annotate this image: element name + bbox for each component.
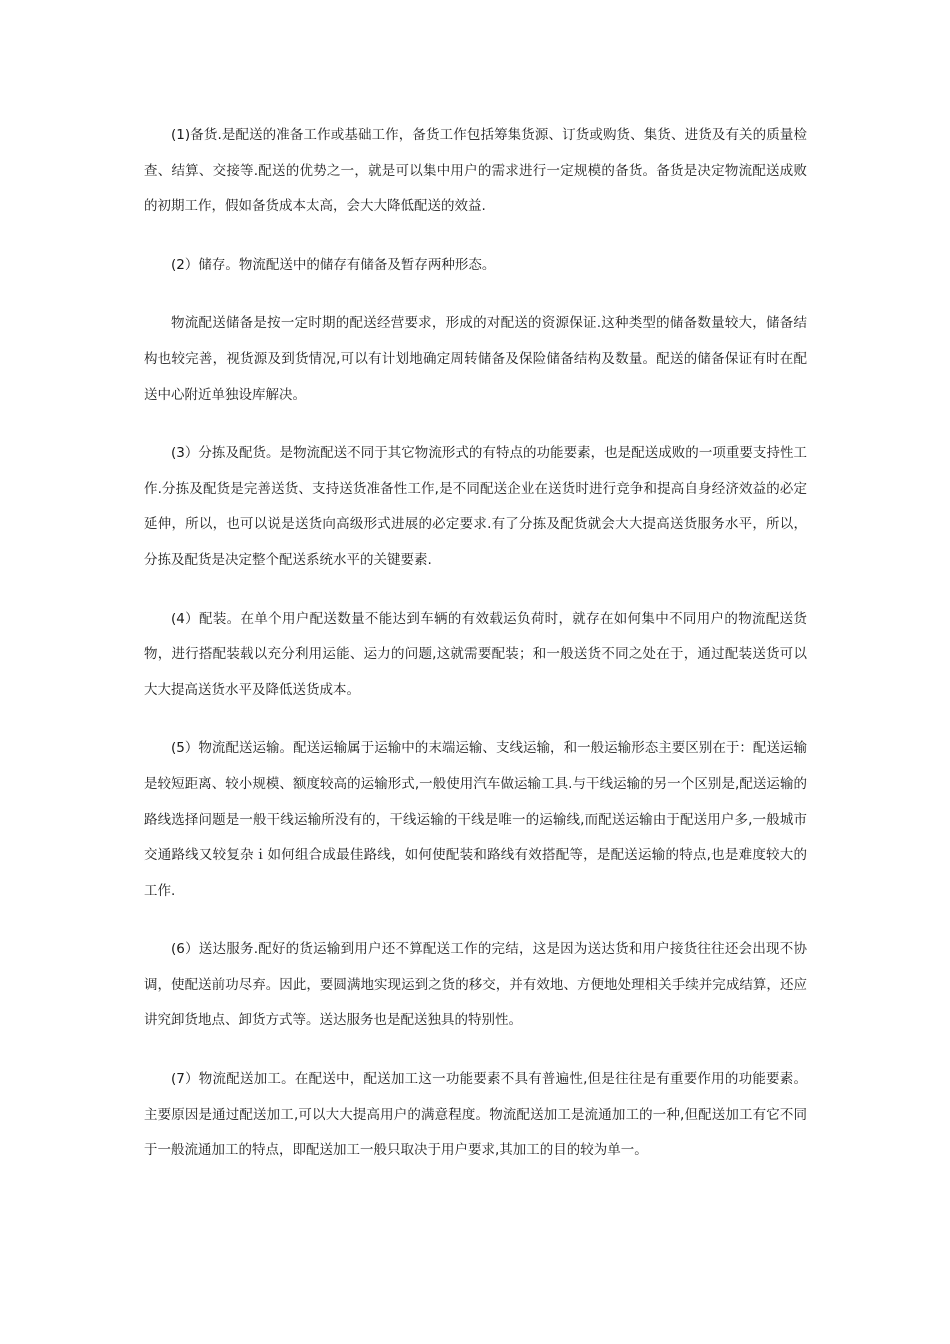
paragraph-6-transport: (5）物流配送运输。配送运输属于运输中的末端运输、支线运输，和一般运输形态主要区别在于：配送运输是较短距离、较小规模、额度较高的运输形式,一般使用汽车做运输工具.与干线运输的另一个区别是,配送运输的路线选择问题是一般干线运输所没有的，干线运输的干线是唯一的运输线,而配送运输由于配送用户多,一般城市交通路线又较复杂ｉ如何组合成最佳路线，如何使配装和路线有效搭配等，是配送运输的特点,也是难度较大的工作. — [144, 740, 807, 899]
paragraph-7-delivery-service: (6）送达服务.配好的货运输到用户还不算配送工作的完结，这是因为送达货和用户接货往往还会出现不协调，使配送前功尽弃。因此，要圆满地实现运到之货的移交，并有效地、方便地处理相关手续并完成结算，还应讲究卸货地点、卸货方式等。送达服务也是配送独具的特别性。 — [144, 941, 807, 1029]
paragraph-5-loading: (4）配装。在单个用户配送数量不能达到车辆的有效载运负荷时，就存在如何集中不同用户的物流配送货物，进行搭配装载以充分利用运能、运力的问题,这就需要配装；和一般送货不同之处在于，通过配装送货可以大大提高送货水平及降低送货成本。 — [144, 610, 807, 698]
document-body — [144, 118, 807, 1192]
paragraph-1-stock-preparation: (1)备货.是配送的准备工作或基础工作，备货工作包括筹集货源、订货或购货、集货、进货及有关的质量检查、结算、交接等.配送的优势之一，就是可以集中用户的需求进行一定规模的备货。备货是决定物流配送成败的初期工作，假如备货成本太高，会大大降低配送的效益. — [144, 127, 807, 215]
paragraph-4-sorting: (3）分拣及配货。是物流配送不同于其它物流形式的有特点的功能要素，也是配送成败的一项重要支持性工作.分拣及配货是完善送货、支持送货准备性工作,是不同配送企业在送货时进行竞争和提高自身经济效益的必定延伸，所以，也可以说是送货向高级形式进展的必定要求.有了分拣及配货就会大大提高送货服务水平，所以，分拣及配货是决定整个配送系统水平的关键要素. — [144, 445, 807, 568]
paragraph-8-processing: (7）物流配送加工。在配送中，配送加工这一功能要素不具有普遍性,但是往往是有重要作用的功能要素。主要原因是通过配送加工,可以大大提高用户的满意程度。物流配送加工是流通加工的一种,但配送加工有它不同于一般流通加工的特点，即配送加工一般只取决于用户要求,其加工的目的较为单一。 — [144, 1071, 807, 1159]
paragraph-3-reserve: 物流配送储备是按一定时期的配送经营要求，形成的对配送的资源保证.这种类型的储备数量较大，储备结构也较完善，视货源及到货情况,可以有计划地确定周转储备及保险储备结构及数量。配送的储备保证有时在配送中心附近单独设库解决。 — [144, 315, 807, 403]
paragraph-2-storage: (2）储存。物流配送中的储存有储备及暂存两种形态。 — [171, 256, 496, 273]
